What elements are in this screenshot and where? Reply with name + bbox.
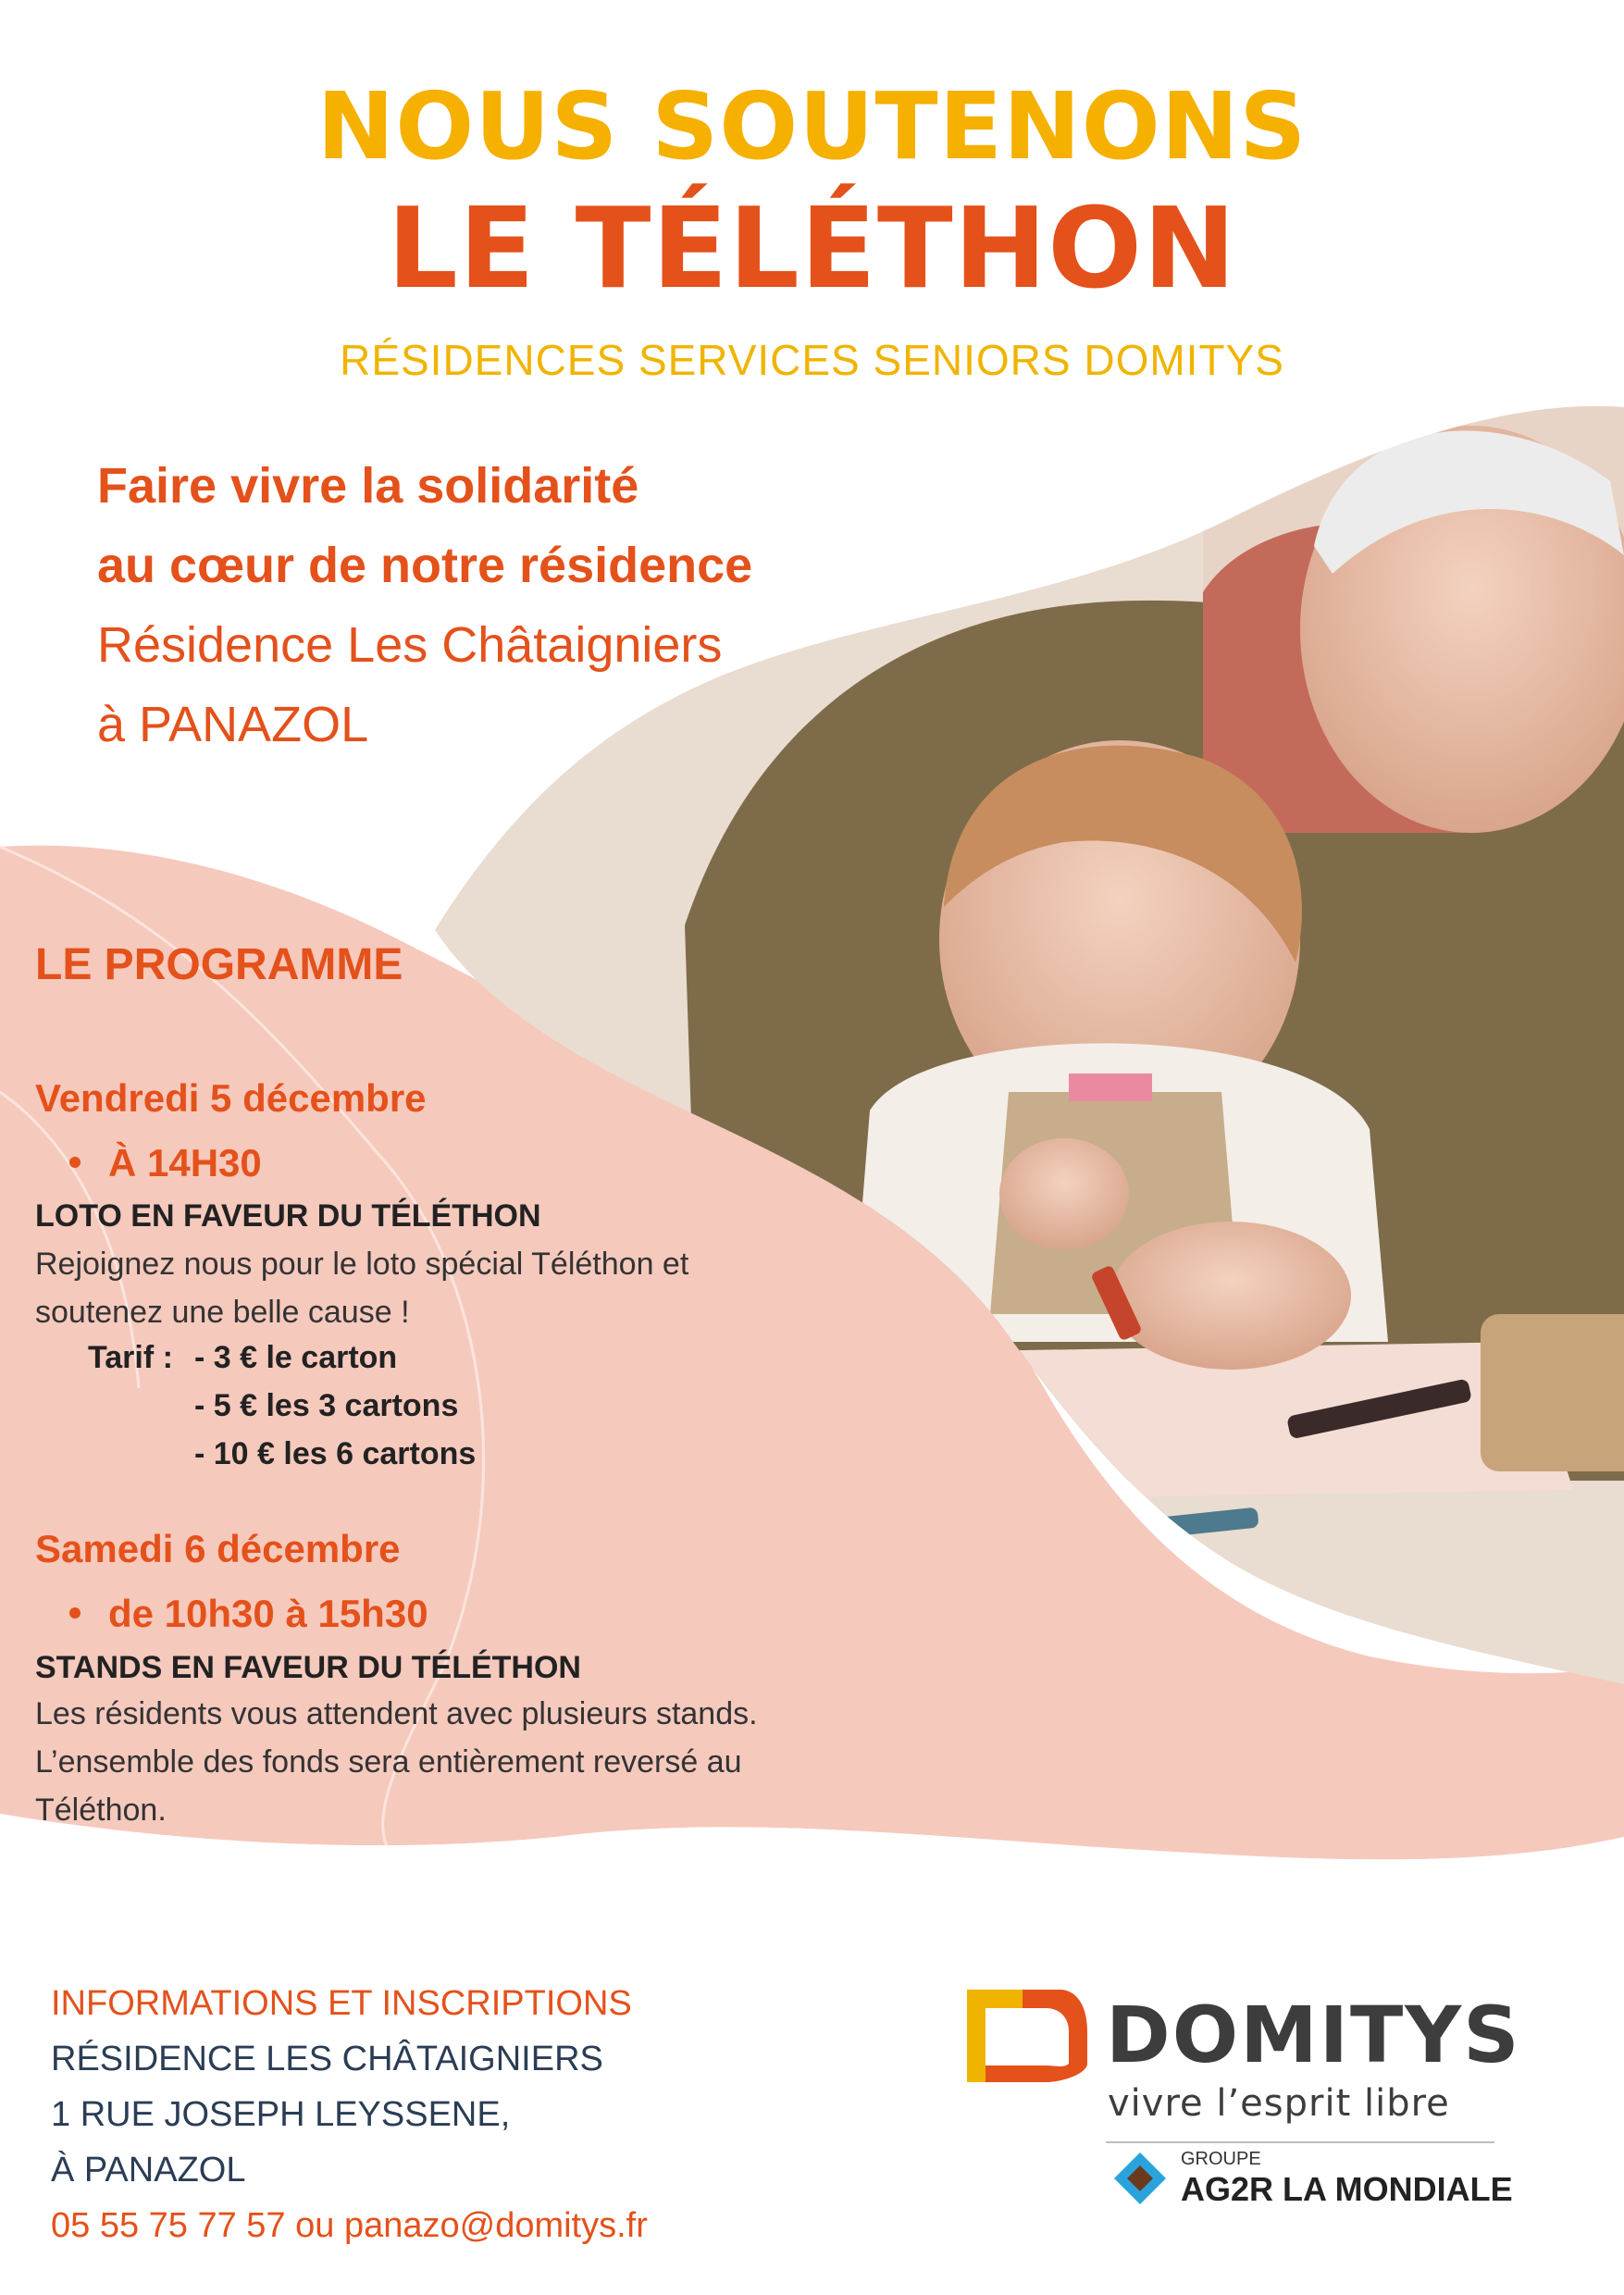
price-line1: - 3 € le carton [194,1340,398,1375]
page-title-line2: LE TÉLÉTHON [387,185,1237,314]
intro-line2: au cœur de notre résidence [97,538,753,593]
programme-title: LE PROGRAMME [35,940,403,989]
price-line3: - 10 € les 6 cartons [194,1436,477,1471]
friday-description [35,1240,849,1336]
domitys-logo-icon [958,1980,1092,2105]
groupe-label: GROUPE [1181,2149,1261,2169]
saturday-desc-line1: Les résidents vous attendent avec plusieurs stands. [35,1696,758,1731]
friday-time-label: À 14H30 [108,1141,262,1185]
footer-title: INFORMATIONS ET INSCRIPTIONS [51,1984,632,2023]
intro-line1: Faire vivre la solidarité [97,458,639,514]
bullet-icon [69,1607,81,1619]
ag2r-logo-icon [1110,2149,1170,2208]
tarif-label: Tarif : [88,1340,173,1375]
page-title-line1: NOUS SOUTENONS [316,72,1308,180]
intro-line3: Résidence Les Châtaigniers [97,617,723,673]
friday-desc-line2: soutenez une belle cause ! [35,1295,410,1330]
intro-line4: à PANAZOL [97,697,369,752]
friday-date: Vendredi 5 décembre [35,1076,427,1120]
domitys-wordmark: DOMITYS [1106,1990,1521,2080]
price-line2: - 5 € les 3 cartons [194,1388,459,1423]
saturday-time-label: de 10h30 à 15h30 [108,1592,428,1635]
intro-location [97,605,722,764]
domitys-tagline: vivre l’esprit libre [1108,2082,1450,2125]
saturday-description [35,1690,849,1834]
footer-contact: 05 55 75 77 57 ou panazo@domitys.fr [51,2206,648,2245]
saturday-event-title: STANDS EN FAVEUR DU TÉLÉTHON [35,1650,581,1685]
saturday-date: Samedi 6 décembre [35,1527,401,1570]
saturday-time [69,1592,428,1636]
friday-desc-line1: Rejoignez nous pour le loto spécial Téléthon et [35,1247,689,1282]
page-subtitle: RÉSIDENCES SERVICES SENIORS DOMITYS [340,336,1284,384]
bullet-icon [69,1157,81,1168]
footer-line2: 1 RUE JOSEPH LEYSSENE, [51,2095,511,2134]
friday-time [69,1141,262,1185]
saturday-desc-line2: L’ensemble des fonds sera entièrement reversé au [35,1744,742,1780]
logo-divider [1106,2141,1494,2143]
footer-line3: À PANAZOL [51,2151,246,2190]
intro-heading [97,446,752,605]
friday-event-title: LOTO EN FAVEUR DU TÉLÉTHON [35,1198,541,1234]
saturday-desc-line3: Téléthon. [35,1793,167,1828]
ag2r-wordmark: AG2R LA MONDIALE [1181,2170,1513,2208]
footer-line1: RÉSIDENCE LES CHÂTAIGNIERS [51,2040,603,2078]
footer-address [51,2031,603,2198]
